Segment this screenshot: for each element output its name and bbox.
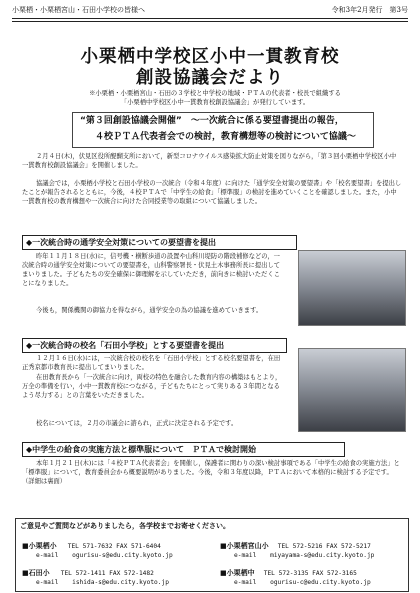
contact-miyayama-elementary	[220, 533, 410, 560]
email-label: e-mail	[234, 552, 257, 559]
contact-ogurisu-junior-high	[220, 560, 410, 587]
page-title-line1: 小栗栖中学校区小中一貫教育校	[80, 47, 340, 67]
section-heading-school-name: ◆一次統合時の校名「石田小学校」とする要望書を提出	[22, 338, 287, 353]
photo-superintendent-submission	[298, 348, 406, 432]
meeting-agenda-paragraph: 協議会では，小栗栖小学校と石田小学校の一次統合（令和４年度）に向けた「通学安全対策の要望書」や「校名要望書」を提出したことが報告されるとともに，今後，４校ＰＴＡで「中学生の給食」「標準服」の検討を進めていくことを確認しました。また，小中一貫教育校の教育構想や一次統合に向けた合同授業等の取組について協議しました。	[22, 180, 402, 205]
intro-line2: 「小栗栖中学校区小中一貫教育校創設協議会」が発行しています。	[120, 98, 310, 106]
intro-line1: ※小栗栖・小栗栖宮山・石田の３学校と中学校の地域・ＰＴＡの代表者・校長で組織する	[89, 90, 341, 97]
school-name: ■石田小	[22, 569, 50, 577]
header-rule-2	[12, 21, 408, 22]
school-name: ■小栗栖小	[22, 542, 57, 550]
contact-caption: ご意見やご質問などがありましたら，各学校までお寄せください。	[20, 522, 230, 530]
recipients-text: 小栗栖・小栗栖宮山・石田小学校の皆様へ	[12, 6, 145, 14]
header-bar	[12, 5, 408, 16]
headline-line1: “第３回創設協議会開催” ～一次統合に係る要望書提出の報告，	[80, 116, 344, 126]
email-label: e-mail	[36, 579, 59, 586]
contact-ishida-elementary	[22, 560, 212, 587]
school-phone: TEL 571-7632 FAX 571-6404	[67, 543, 161, 550]
email-label: e-mail	[36, 552, 59, 559]
school-email[interactable]: ishida-s@edu.city.kyoto.jp	[72, 579, 169, 586]
superintendent-comment-paragraph: 在田教育長から「一次統合に向け，両校の特色を融合した教育内容の構築はもとより，万全の準備を行い，小中一貫教育校につながる，子どもたちにとって実りある３年間となるよう尽力する」との言葉をいただきました。	[22, 374, 282, 399]
school-name: ■小栗栖中	[220, 569, 255, 577]
contact-ogurisu-elementary	[22, 533, 212, 560]
school-phone: TEL 572-5216 FAX 572-5217	[277, 543, 371, 550]
intro-note	[60, 90, 370, 107]
school-email[interactable]: ogurisu-c@edu.city.kyoto.jp	[270, 579, 371, 586]
school-name: ■小栗栖宮山小	[220, 542, 269, 550]
email-label: e-mail	[234, 579, 257, 586]
lunch-uniform-paragraph: 本年１月２１日(木)には「４校ＰＴＡ代表者会」を開催し，保護者に関わりの深い検討事項である「中学生の給食の実施方法」と「標準服」について，教育委員会から概要説明がありました。今後，令和３年度以降，ＰＴＡにおいて本格的に検討する予定です。（詳細は裏面）	[22, 460, 400, 485]
header-rule	[12, 18, 408, 19]
issue-text: 令和3年2月発行 第3号	[331, 6, 408, 14]
traffic-safety-paragraph: 昨年１１月１８日(水)に，信号機・横断歩道の設置や山科川堤防の階段補修などの，一次統合時の通学安全対策についての要望書を，山科警察署長・伏見土木事務所長に提出してまいりました。子どもたちの安全確保に御理解を示していただき，前向きに検討いただくことになりました。	[22, 253, 281, 287]
photo-police-submission	[298, 250, 406, 326]
school-phone: TEL 572-3135 FAX 572-3165	[263, 570, 357, 577]
page-title-line2: 創設協議会だより	[136, 68, 284, 88]
school-email[interactable]: miyayama-s@edu.city.kyoto.jp	[270, 552, 375, 559]
school-name-paragraph: １２月１６日(水)には，一次統合校の校名を「石田小学校」とする校名要望書を，在田正秀京都市教育長に提出してまいりました。	[22, 355, 281, 371]
meeting-report-paragraph: ２月４日(木)，伏見区役所醍醐支所において，新型コロナウイルス感染拡大防止対策を図りながら，「第３回小栗栖中学校区小中一貫教育校創設協議会」を開催しました。	[22, 153, 397, 169]
school-email[interactable]: ogurisu-s@edu.city.kyoto.jp	[72, 552, 173, 559]
headline-line2: ４校ＰＴＡ代表者会での検討，教育構想等の検討について協議～	[95, 132, 356, 142]
section-heading-lunch-uniform: ◆中学生の給食の実施方法と標準服について ＰＴＡで検討開始	[22, 442, 345, 457]
traffic-safety-followup: 今後も，関係機関の御協力を得ながら，通学安全の為の協議を進めていきます。	[36, 307, 263, 314]
section-heading-traffic-safety: ◆一次統合時の通学安全対策についての要望書を提出	[22, 235, 297, 250]
school-phone: TEL 572-1411 FAX 572-1482	[60, 570, 154, 577]
council-decision-paragraph: 校名については，２月の市議会に諮られ，正式に決定される予定です。	[36, 420, 238, 427]
